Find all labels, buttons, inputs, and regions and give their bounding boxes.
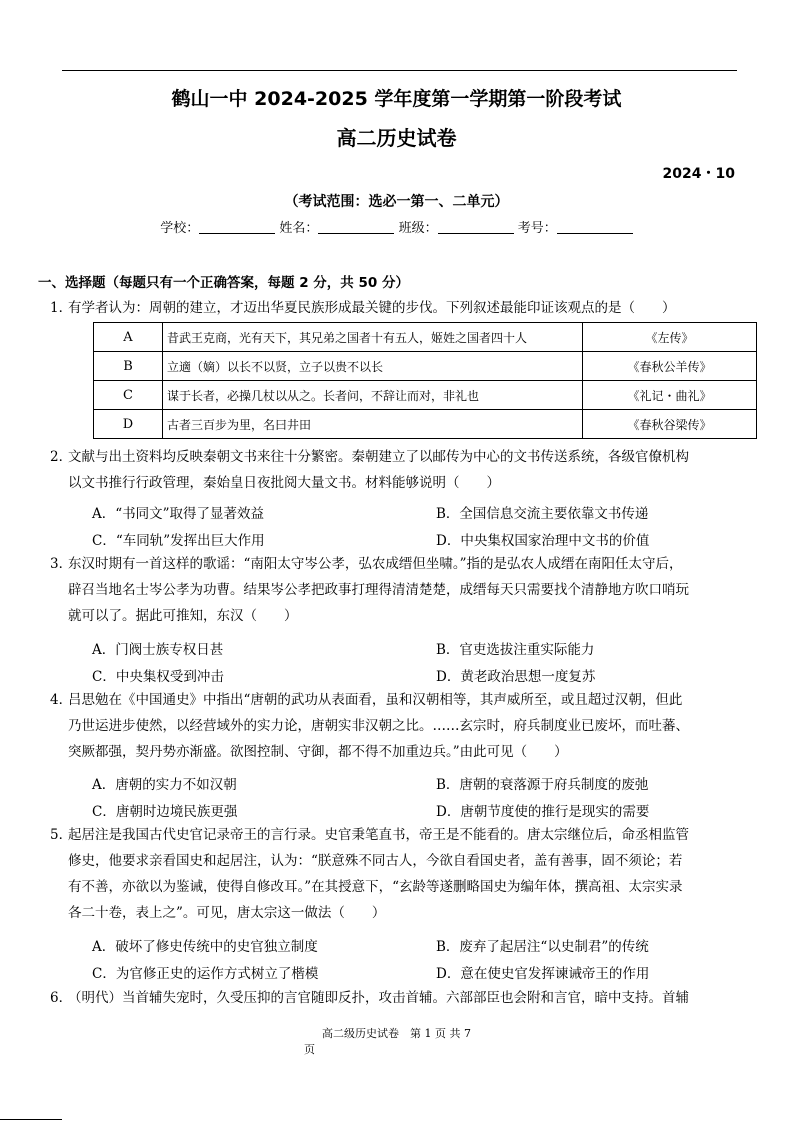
option-text: 立適（嫡）以长不以贤，立子以贵不以长	[163, 352, 583, 381]
option-source: 《礼记・曲礼》	[583, 381, 757, 410]
question-line: 吕思勉在《中国通史》中指出“唐朝的武功从表面看，虽和汉朝相等，其声威所至，或且超过汉朝，但此	[68, 692, 683, 708]
question-line: 乃世运进步使然，以经营域外的实力论，唐朝实非汉朝之比。……玄宗时，府兵制度业已废坏，而吐蕃、	[68, 718, 689, 734]
option-source: 《左传》	[583, 323, 757, 352]
question-line: 修史，他要求亲看国史和起居注，认为：“朕意殊不同古人，今欲自看国史者，盖有善事，固不须论；若	[68, 853, 683, 869]
question-4	[50, 687, 758, 765]
exam-number-label: 考号：	[517, 221, 557, 236]
option-a[interactable]: A．破坏了修史传统中的史官独立制度	[92, 939, 318, 955]
name-label: 姓名：	[279, 221, 319, 236]
question-number: 3．	[50, 556, 73, 572]
question-line: 以文书推行行政管理，秦始皇日夜批阅大量文书。材料能够说明（ ）	[68, 475, 500, 491]
table-row	[94, 410, 757, 439]
exam-title: 鹤山一中 2024-2025 学年度第一学期第一阶段考试	[171, 88, 622, 110]
option-label: D	[94, 410, 163, 439]
table-row	[94, 352, 757, 381]
question-line: 起居注是我国古代史官记录帝王的言行录。史官秉笔直书，帝王是不能看的。唐太宗继位后，命丞相监管	[68, 827, 689, 843]
option-d[interactable]: D．意在使史官发挥谏诫帝王的作用	[436, 966, 650, 982]
question-6	[50, 985, 758, 1011]
option-text: 古者三百步为里，名曰井田	[163, 410, 583, 439]
question-line: 辟召当地名士岑公孝为功曹。结果岑公孝把政事打理得清清楚楚，成缙每天只需要找个清静地方吹口哨玩	[68, 582, 689, 598]
option-text: 昔武王克商，光有天下，其兄弟之国者十有五人，姬姓之国者四十人	[163, 323, 583, 352]
exam-date: 2024・10	[662, 166, 735, 182]
option-b[interactable]: B．官吏选拔注重实际能力	[436, 642, 595, 658]
option-label: B	[94, 352, 163, 381]
option-c[interactable]: C．“车同轨”发挥出巨大作用	[92, 533, 265, 549]
option-d[interactable]: D．中央集权国家治理中文书的价值	[436, 533, 650, 549]
question-number: 1．	[50, 300, 73, 316]
exam-number-field[interactable]	[557, 221, 633, 234]
option-b[interactable]: B．唐朝的衰落源于府兵制度的废弛	[436, 777, 649, 793]
question-number: 5．	[50, 827, 73, 843]
option-a[interactable]: A．“书同文”取得了显著效益	[92, 506, 265, 522]
question-line: 各二十卷，表上之”。可见，唐太宗这一做法（ ）	[68, 905, 386, 921]
question-line: 有不善，亦欲以为鉴诫，使得自修改耳。”在其授意下，“玄龄等遂删略国史为编年体，撰高祖、太宗实录	[68, 879, 683, 895]
question-line: （明代）当首辅失宠时，久受压抑的言官随即反扑，攻击首辅。六部部臣也会附和言官，暗中支持。首辅	[68, 990, 689, 1006]
question-number: 2．	[50, 449, 73, 465]
question-1	[50, 295, 758, 321]
option-c[interactable]: C．唐朝时边境民族更强	[92, 804, 238, 820]
option-a[interactable]: A．唐朝的实力不如汉朝	[92, 777, 237, 793]
question-3	[50, 551, 758, 629]
table-row	[94, 381, 757, 410]
question-line: 文献与出土资料均反映秦朝文书来往十分繁密。秦朝建立了以邮传为中心的文书传送系统，各级官僚机构	[68, 449, 689, 465]
option-source: 《春秋谷梁传》	[583, 410, 757, 439]
school-field[interactable]	[199, 221, 275, 234]
option-label: C	[94, 381, 163, 410]
option-source: 《春秋公羊传》	[583, 352, 757, 381]
student-info	[0, 217, 793, 236]
section-heading: 一、选择题（每题只有一个正确答案，每题 2 分，共 50 分）	[38, 275, 409, 291]
option-d[interactable]: D．黄老政治思想一度复苏	[436, 669, 596, 685]
exam-subtitle: 高二历史试卷	[336, 126, 457, 150]
question-1-table	[93, 322, 757, 439]
option-b[interactable]: B．全国信息交流主要依靠文书传递	[436, 506, 649, 522]
question-5	[50, 822, 758, 926]
option-a[interactable]: A．门阀士族专权日甚	[92, 642, 224, 658]
option-label: A	[94, 323, 163, 352]
question-number: 4．	[50, 692, 73, 708]
option-d[interactable]: D．唐朝节度使的推行是现实的需要	[436, 804, 650, 820]
page-footer-continued: 页	[304, 1043, 315, 1056]
question-line: 就可以了。据此可推知，东汉（ ）	[68, 608, 298, 624]
option-b[interactable]: B．废弃了起居注“以史制君”的传统	[436, 939, 649, 955]
bottom-rule	[0, 1119, 62, 1120]
top-rule	[62, 70, 737, 71]
option-c[interactable]: C．为官修正史的运作方式树立了楷模	[92, 966, 319, 982]
name-field[interactable]	[318, 221, 394, 234]
question-line: 东汉时期有一首这样的歌谣：“南阳太守岑公孝，弘农成缙但坐啸。”指的是弘农人成缙在南阳任太守后，	[68, 556, 683, 572]
class-field[interactable]	[438, 221, 514, 234]
option-text: 谋于长者，必操几杖以从之。长者问，不辞让而对，非礼也	[163, 381, 583, 410]
page-footer: 高二级历史试卷 第 1 页 共 7	[322, 1027, 471, 1040]
question-line: 突厥都强，契丹势亦渐盛。欲图控制、守御，都不得不加重边兵。”由此可见（ ）	[68, 744, 568, 760]
school-label: 学校：	[160, 221, 200, 236]
question-number: 6．	[50, 990, 73, 1006]
question-stem: 有学者认为：周朝的建立，才迈出华夏民族形成最关键的步伐。下列叙述最能印证该观点的是（ ）	[68, 300, 676, 316]
table-row	[94, 323, 757, 352]
exam-scope: （考试范围：选必一第一、二单元）	[284, 194, 509, 210]
class-label: 班级：	[398, 221, 438, 236]
option-c[interactable]: C．中央集权受到冲击	[92, 669, 224, 685]
question-2	[50, 444, 758, 496]
